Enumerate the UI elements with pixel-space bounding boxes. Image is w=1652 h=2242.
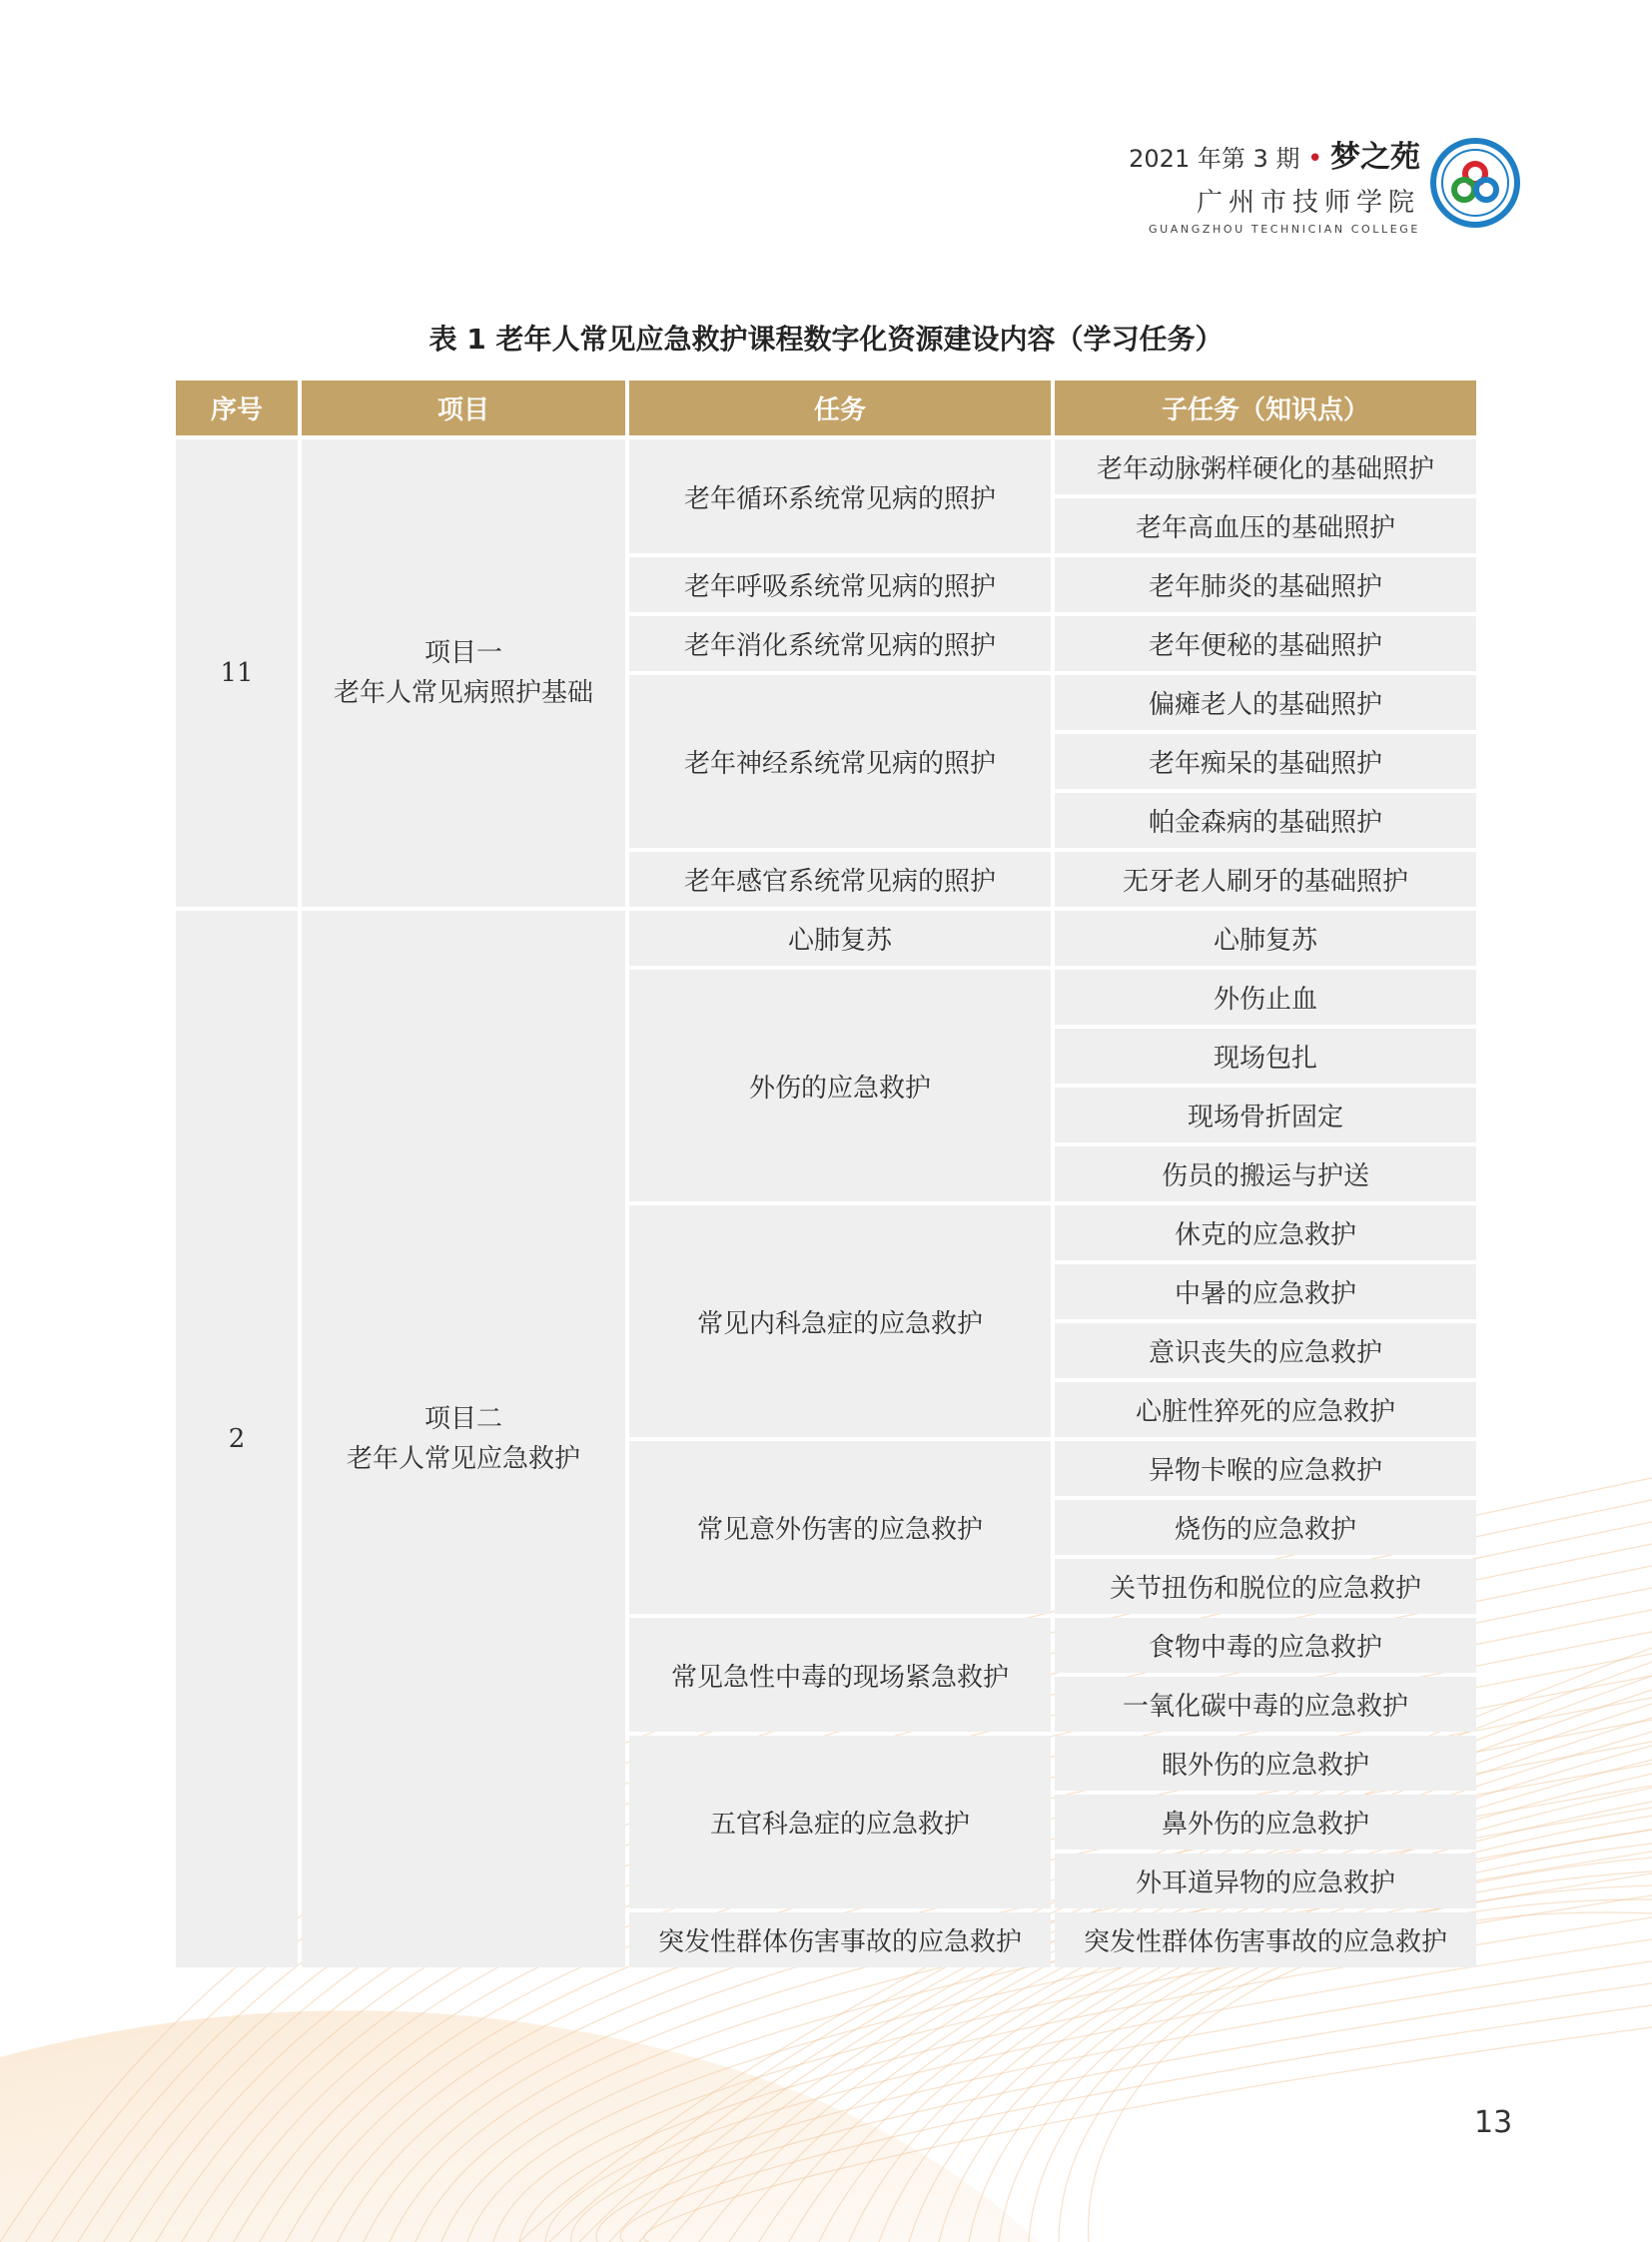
column-header-project: 项目 <box>302 380 625 435</box>
cell-subtask: 休克的应急救护 <box>1055 1205 1476 1260</box>
cell-number: 11 <box>176 439 298 907</box>
column-header-subtask: 子任务（知识点） <box>1055 380 1476 435</box>
cell-task: 老年循环系统常见病的照护 <box>629 439 1051 553</box>
cell-task: 常见意外伤害的应急救护 <box>629 1441 1051 1614</box>
cell-subtask: 无牙老人刷牙的基础照护 <box>1055 852 1476 907</box>
cell-subtask: 外伤止血 <box>1055 970 1476 1025</box>
cell-subtask: 心肺复苏 <box>1055 911 1476 966</box>
page-number: 13 <box>1474 2105 1513 2140</box>
cell-subtask: 老年便秘的基础照护 <box>1055 616 1476 671</box>
cell-subtask: 心脏性猝死的应急救护 <box>1055 1382 1476 1437</box>
cell-subtask: 异物卡喉的应急救护 <box>1055 1441 1476 1496</box>
cell-subtask: 中暑的应急救护 <box>1055 1264 1476 1319</box>
column-header-task: 任务 <box>629 380 1051 435</box>
school-name-cn: 广州市技师学院 <box>1196 188 1420 218</box>
cell-subtask: 偏瘫老人的基础照护 <box>1055 675 1476 730</box>
cell-project <box>302 439 625 907</box>
cell-subtask: 一氧化碳中毒的应急救护 <box>1055 1677 1476 1732</box>
cell-subtask: 鼻外伤的应急救护 <box>1055 1795 1476 1850</box>
cell-task: 老年感官系统常见病的照护 <box>629 852 1051 907</box>
cell-subtask: 老年动脉粥样硬化的基础照护 <box>1055 439 1476 494</box>
school-name-en: GUANGZHOU TECHNICIAN COLLEGE <box>1149 223 1420 236</box>
cell-subtask: 食物中毒的应急救护 <box>1055 1618 1476 1673</box>
cell-subtask: 外耳道异物的应急救护 <box>1055 1854 1476 1908</box>
cell-subtask: 眼外伤的应急救护 <box>1055 1736 1476 1791</box>
cell-task: 外伤的应急救护 <box>629 970 1051 1201</box>
table-row <box>176 911 1476 966</box>
cell-subtask: 意识丧失的应急救护 <box>1055 1323 1476 1378</box>
cell-subtask: 老年高血压的基础照护 <box>1055 498 1476 553</box>
cell-subtask: 伤员的搬运与护送 <box>1055 1146 1476 1201</box>
cell-subtask: 烧伤的应急救护 <box>1055 1500 1476 1555</box>
cell-task: 老年消化系统常见病的照护 <box>629 616 1051 671</box>
issue-line <box>1129 132 1420 176</box>
course-resource-table <box>172 376 1480 1971</box>
table-row <box>176 439 1476 494</box>
cell-subtask: 帕金森病的基础照护 <box>1055 793 1476 848</box>
column-header-number: 序号 <box>176 380 298 435</box>
journal-header <box>1129 132 1420 236</box>
cell-project <box>302 911 625 1967</box>
issue-number: 2021 年第 3 期 <box>1129 145 1300 173</box>
table-body <box>176 439 1476 1967</box>
cell-task: 老年呼吸系统常见病的照护 <box>629 557 1051 612</box>
cell-task: 五官科急症的应急救护 <box>629 1736 1051 1908</box>
cell-task: 常见急性中毒的现场紧急救护 <box>629 1618 1051 1732</box>
journal-brand: 梦之苑 <box>1330 140 1420 175</box>
cell-subtask: 老年肺炎的基础照护 <box>1055 557 1476 612</box>
table-header-row <box>176 380 1476 435</box>
cell-subtask: 现场骨折固定 <box>1055 1088 1476 1142</box>
cell-task: 老年神经系统常见病的照护 <box>629 675 1051 848</box>
cell-subtask: 突发性群体伤害事故的应急救护 <box>1055 1912 1476 1967</box>
cell-subtask: 老年痴呆的基础照护 <box>1055 734 1476 789</box>
project-line: 项目一 <box>423 638 502 668</box>
cell-subtask: 现场包扎 <box>1055 1029 1476 1084</box>
cell-number: 2 <box>176 911 298 1967</box>
cell-task: 突发性群体伤害事故的应急救护 <box>629 1912 1051 1967</box>
project-line: 老年人常见病照护基础 <box>333 678 593 708</box>
project-line: 老年人常见应急救护 <box>346 1444 580 1474</box>
separator-dot: • <box>1307 144 1323 174</box>
table-caption: 表 1 老年人常见应急救护课程数字化资源建设内容（学习任务） <box>428 323 1224 356</box>
cell-task: 常见内科急症的应急救护 <box>629 1205 1051 1437</box>
college-emblem-icon <box>1430 138 1520 228</box>
project-line: 项目二 <box>423 1404 502 1434</box>
cell-task: 心肺复苏 <box>629 911 1051 966</box>
cell-subtask: 关节扭伤和脱位的应急救护 <box>1055 1559 1476 1614</box>
